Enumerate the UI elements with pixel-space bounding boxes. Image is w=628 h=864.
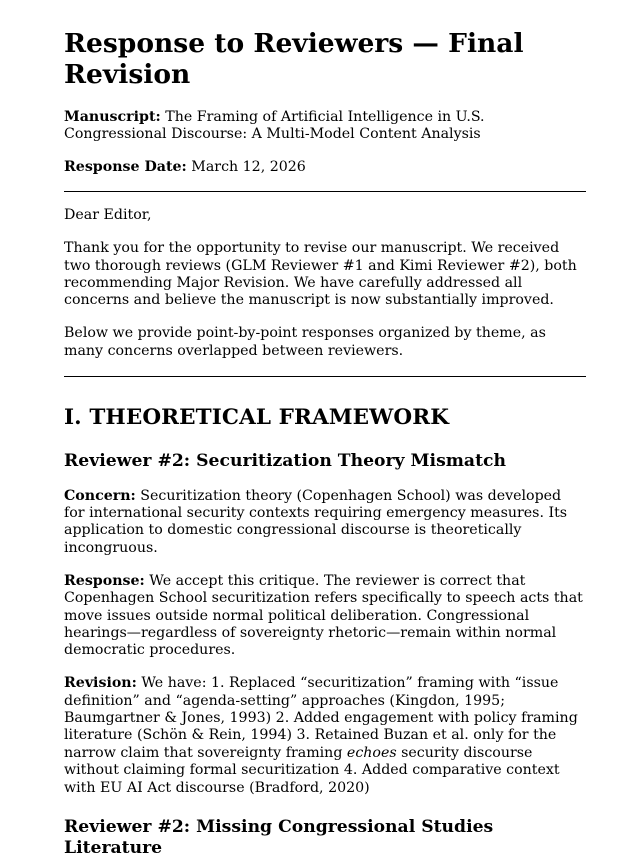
concern-paragraph xyxy=(64,488,586,558)
revision-emphasis: echoes xyxy=(346,744,397,761)
intro-paragraph-1: Thank you for the opportunity to revise our manuscript. We received two thorough reviews (GLM Reviewer #1 and Kimi Reviewer #2), both recommending Major Revision. We have carefully addressed all concerns and believe the manuscript is now substantially improved. xyxy=(64,240,577,309)
manuscript-line xyxy=(64,109,586,144)
intro-paragraph-2: Below we provide point-by-point responses organized by theme, as many concerns overlapped between reviewers. xyxy=(64,325,546,359)
revision-text-before: We have: 1. Replaced “securitization” framing with “issue definition” and “agenda-setting” approaches (Kingdon, 1995; Baumgartner & Jones, 1993) 2. Added engagement with policy framing literature (Schön & Rein, 1994) 3. Retained Buzan et al. only for the narrow claim that sovereignty framing xyxy=(64,675,578,761)
subsection-heading-securitization: Reviewer #2: Securitization Theory Mismatch xyxy=(64,450,506,471)
manuscript-value: The Framing of Artificial Intelligence in U.S. Congressional Discourse: A Multi-Model Content Analysis xyxy=(64,109,485,143)
manuscript-label: Manuscript: xyxy=(64,109,161,125)
revision-text-after: security discourse without claiming formal securitization 4. Added comparative context with EU AI Act discourse (Bradford, 2020) xyxy=(64,744,560,796)
response-paragraph xyxy=(64,573,586,660)
response-text: We accept this critique. The reviewer is correct that Copenhagen School securitization refers specifically to speech acts that move issues outside normal political deliberation. Congressional hearings—regardless of sovereignty rhetoric—remain within normal democratic procedures. xyxy=(64,572,583,659)
divider xyxy=(64,191,586,192)
revision-paragraph xyxy=(64,675,586,797)
response-date-label: Response Date: xyxy=(64,158,187,175)
concern-label: Concern: xyxy=(64,487,136,504)
response-label: Response: xyxy=(64,572,145,589)
concern-text: Securitization theory (Copenhagen School) was developed for international security contexts requiring emergency measures. Its application to domestic congressional discourse is theoretically incongruous. xyxy=(64,487,568,556)
response-date-value: March 12, 2026 xyxy=(191,158,306,175)
revision-label: Revision: xyxy=(64,675,137,692)
page-title: Response to Reviewers — Final Revision xyxy=(64,28,524,90)
response-date-line xyxy=(64,159,586,176)
section-heading-theoretical-framework: I. THEORETICAL FRAMEWORK xyxy=(64,404,449,430)
divider xyxy=(64,376,586,377)
salutation: Dear Editor, xyxy=(64,207,152,224)
subsection-heading-congressional-literature: Reviewer #2: Missing Congressional Studies Literature xyxy=(64,817,494,859)
